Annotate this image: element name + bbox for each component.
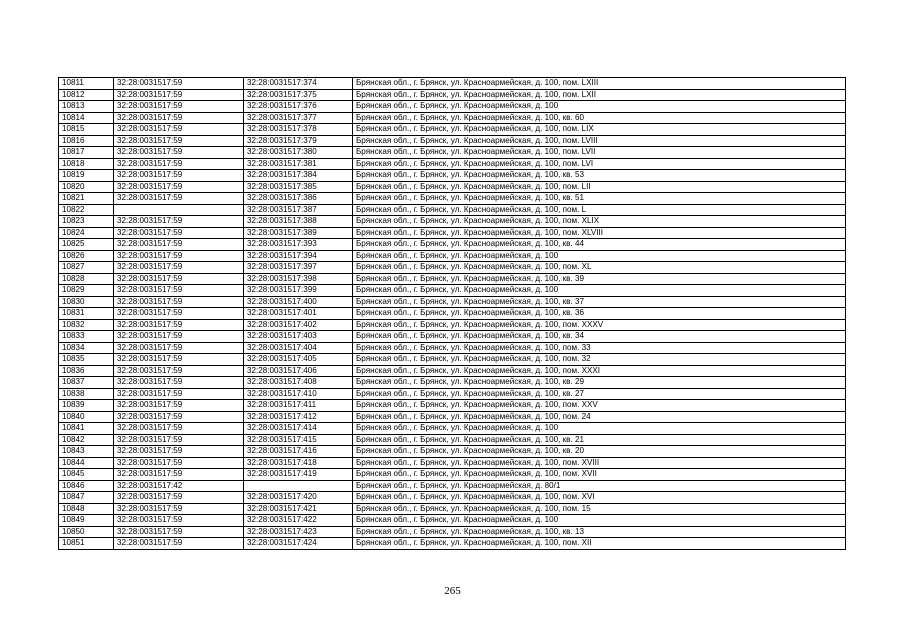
parent-cadastral-cell: 32:28:0031517:59 xyxy=(114,262,244,274)
address-cell: Брянская обл., г. Брянск, ул. Красноармейская, д. 100, кв. 21 xyxy=(353,434,846,446)
address-cell: Брянская обл., г. Брянск, ул. Красноармейская, д. 100, кв. 60 xyxy=(353,112,846,124)
address-cell: Брянская обл., г. Брянск, ул. Красноармейская, д. 100, пом. XXXI xyxy=(353,365,846,377)
address-cell: Брянская обл., г. Брянск, ул. Красноармейская, д. 100, пом. LVIII xyxy=(353,135,846,147)
parent-cadastral-cell: 32:28:0031517:59 xyxy=(114,354,244,366)
row-number-cell: 10815 xyxy=(59,124,114,136)
cadastral-number-cell: 32:28:0031517:378 xyxy=(244,124,353,136)
table-row xyxy=(59,147,846,159)
row-number-cell: 10842 xyxy=(59,434,114,446)
parent-cadastral-cell: 32:28:0031517:59 xyxy=(114,503,244,515)
table-row xyxy=(59,193,846,205)
cadastral-number-cell: 32:28:0031517:408 xyxy=(244,377,353,389)
address-cell: Брянская обл., г. Брянск, ул. Красноармейская, д. 100, кв. 29 xyxy=(353,377,846,389)
cadastral-number-cell: 32:28:0031517:423 xyxy=(244,526,353,538)
cadastral-number-cell: 32:28:0031517:416 xyxy=(244,446,353,458)
row-number-cell: 10821 xyxy=(59,193,114,205)
parent-cadastral-cell: 32:28:0031517:59 xyxy=(114,319,244,331)
address-cell: Брянская обл., г. Брянск, ул. Красноармейская, д. 100, пом. XLIX xyxy=(353,216,846,228)
address-cell: Брянская обл., г. Брянск, ул. Красноармейская, д. 100 xyxy=(353,250,846,262)
row-number-cell: 10835 xyxy=(59,354,114,366)
parent-cadastral-cell: 32:28:0031517:59 xyxy=(114,492,244,504)
table-row xyxy=(59,239,846,251)
parent-cadastral-cell: 32:28:0031517:59 xyxy=(114,170,244,182)
parent-cadastral-cell: 32:28:0031517:59 xyxy=(114,296,244,308)
cadastral-number-cell: 32:28:0031517:420 xyxy=(244,492,353,504)
table-row xyxy=(59,124,846,136)
row-number-cell: 10832 xyxy=(59,319,114,331)
table-row xyxy=(59,170,846,182)
parent-cadastral-cell xyxy=(114,204,244,216)
address-cell: Брянская обл., г. Брянск, ул. Красноармейская, д. 100, пом. XVIII xyxy=(353,457,846,469)
cadastral-number-cell: 32:28:0031517:389 xyxy=(244,227,353,239)
address-cell: Брянская обл., г. Брянск, ул. Красноармейская, д. 100, кв. 20 xyxy=(353,446,846,458)
row-number-cell: 10831 xyxy=(59,308,114,320)
row-number-cell: 10840 xyxy=(59,411,114,423)
address-cell: Брянская обл., г. Брянск, ул. Красноармейская, д. 100, пом. XL xyxy=(353,262,846,274)
address-cell: Брянская обл., г. Брянск, ул. Красноармейская, д. 100 xyxy=(353,423,846,435)
cadastral-number-cell: 32:28:0031517:393 xyxy=(244,239,353,251)
parent-cadastral-cell: 32:28:0031517:59 xyxy=(114,469,244,481)
address-cell: Брянская обл., г. Брянск, ул. Красноармейская, д. 100, кв. 36 xyxy=(353,308,846,320)
row-number-cell: 10849 xyxy=(59,515,114,527)
table-row xyxy=(59,365,846,377)
address-cell: Брянская обл., г. Брянск, ул. Красноармейская, д. 100, пом. L xyxy=(353,204,846,216)
row-number-cell: 10811 xyxy=(59,78,114,90)
table-row xyxy=(59,342,846,354)
row-number-cell: 10830 xyxy=(59,296,114,308)
address-cell: Брянская обл., г. Брянск, ул. Красноармейская, д. 100, кв. 34 xyxy=(353,331,846,343)
row-number-cell: 10816 xyxy=(59,135,114,147)
address-cell: Брянская обл., г. Брянск, ул. Красноармейская, д. 100, пом. 15 xyxy=(353,503,846,515)
parent-cadastral-cell: 32:28:0031517:59 xyxy=(114,377,244,389)
table-row xyxy=(59,480,846,492)
address-cell: Брянская обл., г. Брянск, ул. Красноармейская, д. 100, кв. 13 xyxy=(353,526,846,538)
table-row xyxy=(59,262,846,274)
row-number-cell: 10839 xyxy=(59,400,114,412)
table-row xyxy=(59,181,846,193)
cadastral-number-cell: 32:28:0031517:401 xyxy=(244,308,353,320)
table-row xyxy=(59,434,846,446)
parent-cadastral-cell: 32:28:0031517:42 xyxy=(114,480,244,492)
parent-cadastral-cell: 32:28:0031517:59 xyxy=(114,147,244,159)
row-number-cell: 10828 xyxy=(59,273,114,285)
table-row xyxy=(59,319,846,331)
address-cell: Брянская обл., г. Брянск, ул. Красноармейская, д. 100, кв. 39 xyxy=(353,273,846,285)
address-cell: Брянская обл., г. Брянск, ул. Красноармейская, д. 100 xyxy=(353,101,846,113)
row-number-cell: 10820 xyxy=(59,181,114,193)
cadastral-number-cell: 32:28:0031517:397 xyxy=(244,262,353,274)
row-number-cell: 10847 xyxy=(59,492,114,504)
page-number: 265 xyxy=(444,585,461,597)
table-row xyxy=(59,101,846,113)
address-cell: Брянская обл., г. Брянск, ул. Красноармейская, д. 100, пом. LVII xyxy=(353,147,846,159)
cadastral-number-cell: 32:28:0031517:386 xyxy=(244,193,353,205)
table-row xyxy=(59,227,846,239)
row-number-cell: 10823 xyxy=(59,216,114,228)
table-row xyxy=(59,112,846,124)
address-cell: Брянская обл., г. Брянск, ул. Красноармейская, д. 100, пом. LXIII xyxy=(353,78,846,90)
address-cell: Брянская обл., г. Брянск, ул. Красноармейская, д. 100, пом. LVI xyxy=(353,158,846,170)
cadastral-number-cell: 32:28:0031517:415 xyxy=(244,434,353,446)
row-number-cell: 10833 xyxy=(59,331,114,343)
parent-cadastral-cell: 32:28:0031517:59 xyxy=(114,400,244,412)
address-cell: Брянская обл., г. Брянск, ул. Красноармейская, д. 100, пом. XVI xyxy=(353,492,846,504)
parent-cadastral-cell: 32:28:0031517:59 xyxy=(114,250,244,262)
table-row xyxy=(59,457,846,469)
address-cell: Брянская обл., г. Брянск, ул. Красноармейская, д. 100, пом. XXXV xyxy=(353,319,846,331)
parent-cadastral-cell: 32:28:0031517:59 xyxy=(114,216,244,228)
cadastral-number-cell: 32:28:0031517:405 xyxy=(244,354,353,366)
parent-cadastral-cell: 32:28:0031517:59 xyxy=(114,515,244,527)
table-row xyxy=(59,400,846,412)
row-number-cell: 10817 xyxy=(59,147,114,159)
cadastral-number-cell: 32:28:0031517:424 xyxy=(244,538,353,550)
table-row xyxy=(59,503,846,515)
row-number-cell: 10843 xyxy=(59,446,114,458)
address-cell: Брянская обл., г. Брянск, ул. Красноармейская, д. 100, пом. LIX xyxy=(353,124,846,136)
parent-cadastral-cell: 32:28:0031517:59 xyxy=(114,78,244,90)
address-cell: Брянская обл., г. Брянск, ул. Красноармейская, д. 100, кв. 51 xyxy=(353,193,846,205)
table-row xyxy=(59,89,846,101)
cadastral-number-cell: 32:28:0031517:403 xyxy=(244,331,353,343)
table-row xyxy=(59,158,846,170)
table-row xyxy=(59,526,846,538)
parent-cadastral-cell: 32:28:0031517:59 xyxy=(114,434,244,446)
row-number-cell: 10812 xyxy=(59,89,114,101)
table-row xyxy=(59,135,846,147)
address-cell: Брянская обл., г. Брянск, ул. Красноармейская, д. 100 xyxy=(353,285,846,297)
row-number-cell: 10818 xyxy=(59,158,114,170)
row-number-cell: 10824 xyxy=(59,227,114,239)
address-cell: Брянская обл., г. Брянск, ул. Красноармейская, д. 100, пом. XLVIII xyxy=(353,227,846,239)
parent-cadastral-cell: 32:28:0031517:59 xyxy=(114,89,244,101)
parent-cadastral-cell: 32:28:0031517:59 xyxy=(114,365,244,377)
cadastral-number-cell: 32:28:0031517:377 xyxy=(244,112,353,124)
row-number-cell: 10822 xyxy=(59,204,114,216)
cadastral-number-cell: 32:28:0031517:411 xyxy=(244,400,353,412)
row-number-cell: 10844 xyxy=(59,457,114,469)
parent-cadastral-cell: 32:28:0031517:59 xyxy=(114,331,244,343)
table-row xyxy=(59,515,846,527)
cadastral-number-cell: 32:28:0031517:394 xyxy=(244,250,353,262)
cadastral-number-cell: 32:28:0031517:419 xyxy=(244,469,353,481)
parent-cadastral-cell: 32:28:0031517:59 xyxy=(114,538,244,550)
cadastral-number-cell: 32:28:0031517:418 xyxy=(244,457,353,469)
row-number-cell: 10819 xyxy=(59,170,114,182)
table-row xyxy=(59,308,846,320)
table-row xyxy=(59,296,846,308)
cadastral-number-cell: 32:28:0031517:414 xyxy=(244,423,353,435)
row-number-cell: 10841 xyxy=(59,423,114,435)
cadastral-number-cell: 32:28:0031517:388 xyxy=(244,216,353,228)
cadastral-number-cell: 32:28:0031517:406 xyxy=(244,365,353,377)
row-number-cell: 10836 xyxy=(59,365,114,377)
address-cell: Брянская обл., г. Брянск, ул. Красноармейская, д. 100, пом. LII xyxy=(353,181,846,193)
parent-cadastral-cell: 32:28:0031517:59 xyxy=(114,423,244,435)
cadastral-number-cell: 32:28:0031517:387 xyxy=(244,204,353,216)
parent-cadastral-cell: 32:28:0031517:59 xyxy=(114,158,244,170)
table-row xyxy=(59,411,846,423)
row-number-cell: 10827 xyxy=(59,262,114,274)
address-cell: Брянская обл., г. Брянск, ул. Красноармейская, д. 100, кв. 27 xyxy=(353,388,846,400)
address-cell: Брянская обл., г. Брянск, ул. Красноармейская, д. 100, пом. 32 xyxy=(353,354,846,366)
parent-cadastral-cell: 32:28:0031517:59 xyxy=(114,239,244,251)
parent-cadastral-cell: 32:28:0031517:59 xyxy=(114,181,244,193)
row-number-cell: 10845 xyxy=(59,469,114,481)
address-cell: Брянская обл., г. Брянск, ул. Красноармейская, д. 100, кв. 44 xyxy=(353,239,846,251)
parent-cadastral-cell: 32:28:0031517:59 xyxy=(114,227,244,239)
table-row xyxy=(59,78,846,90)
parent-cadastral-cell: 32:28:0031517:59 xyxy=(114,285,244,297)
cadastral-number-cell: 32:28:0031517:380 xyxy=(244,147,353,159)
row-number-cell: 10826 xyxy=(59,250,114,262)
registry-table xyxy=(58,77,846,550)
address-cell: Брянская обл., г. Брянск, ул. Красноармейская, д. 80/1 xyxy=(353,480,846,492)
cadastral-number-cell: 32:28:0031517:402 xyxy=(244,319,353,331)
cadastral-number-cell: 32:28:0031517:384 xyxy=(244,170,353,182)
address-cell: Брянская обл., г. Брянск, ул. Красноармейская, д. 100, пом. 33 xyxy=(353,342,846,354)
address-cell: Брянская обл., г. Брянск, ул. Красноармейская, д. 100, пом. XXV xyxy=(353,400,846,412)
row-number-cell: 10825 xyxy=(59,239,114,251)
parent-cadastral-cell: 32:28:0031517:59 xyxy=(114,526,244,538)
row-number-cell: 10814 xyxy=(59,112,114,124)
cadastral-number-cell: 32:28:0031517:376 xyxy=(244,101,353,113)
cadastral-number-cell: 32:28:0031517:400 xyxy=(244,296,353,308)
table-row xyxy=(59,388,846,400)
table-row xyxy=(59,331,846,343)
cadastral-number-cell: 32:28:0031517:412 xyxy=(244,411,353,423)
table-row xyxy=(59,377,846,389)
row-number-cell: 10848 xyxy=(59,503,114,515)
parent-cadastral-cell: 32:28:0031517:59 xyxy=(114,112,244,124)
parent-cadastral-cell: 32:28:0031517:59 xyxy=(114,457,244,469)
address-cell: Брянская обл., г. Брянск, ул. Красноармейская, д. 100, пом. XII xyxy=(353,538,846,550)
cadastral-number-cell: 32:28:0031517:374 xyxy=(244,78,353,90)
row-number-cell: 10850 xyxy=(59,526,114,538)
table-row xyxy=(59,285,846,297)
cadastral-number-cell: 32:28:0031517:379 xyxy=(244,135,353,147)
row-number-cell: 10838 xyxy=(59,388,114,400)
table-row xyxy=(59,273,846,285)
cadastral-number-cell: 32:28:0031517:421 xyxy=(244,503,353,515)
cadastral-number-cell xyxy=(244,480,353,492)
parent-cadastral-cell: 32:28:0031517:59 xyxy=(114,388,244,400)
row-number-cell: 10837 xyxy=(59,377,114,389)
table-row xyxy=(59,492,846,504)
registry-table-body xyxy=(59,78,846,550)
row-number-cell: 10846 xyxy=(59,480,114,492)
parent-cadastral-cell: 32:28:0031517:59 xyxy=(114,342,244,354)
cadastral-number-cell: 32:28:0031517:399 xyxy=(244,285,353,297)
cadastral-number-cell: 32:28:0031517:381 xyxy=(244,158,353,170)
address-cell: Брянская обл., г. Брянск, ул. Красноармейская, д. 100, пом. 24 xyxy=(353,411,846,423)
row-number-cell: 10834 xyxy=(59,342,114,354)
parent-cadastral-cell: 32:28:0031517:59 xyxy=(114,308,244,320)
cadastral-number-cell: 32:28:0031517:422 xyxy=(244,515,353,527)
cadastral-number-cell: 32:28:0031517:404 xyxy=(244,342,353,354)
parent-cadastral-cell: 32:28:0031517:59 xyxy=(114,446,244,458)
cadastral-number-cell: 32:28:0031517:375 xyxy=(244,89,353,101)
address-cell: Брянская обл., г. Брянск, ул. Красноармейская, д. 100, кв. 37 xyxy=(353,296,846,308)
table-row xyxy=(59,250,846,262)
address-cell: Брянская обл., г. Брянск, ул. Красноармейская, д. 100, пом. LXII xyxy=(353,89,846,101)
cadastral-number-cell: 32:28:0031517:410 xyxy=(244,388,353,400)
address-cell: Брянская обл., г. Брянск, ул. Красноармейская, д. 100, пом. XVII xyxy=(353,469,846,481)
parent-cadastral-cell: 32:28:0031517:59 xyxy=(114,124,244,136)
row-number-cell: 10851 xyxy=(59,538,114,550)
table-row xyxy=(59,538,846,550)
address-cell: Брянская обл., г. Брянск, ул. Красноармейская, д. 100 xyxy=(353,515,846,527)
row-number-cell: 10829 xyxy=(59,285,114,297)
parent-cadastral-cell: 32:28:0031517:59 xyxy=(114,273,244,285)
parent-cadastral-cell: 32:28:0031517:59 xyxy=(114,135,244,147)
address-cell: Брянская обл., г. Брянск, ул. Красноармейская, д. 100, кв. 53 xyxy=(353,170,846,182)
cadastral-number-cell: 32:28:0031517:398 xyxy=(244,273,353,285)
parent-cadastral-cell: 32:28:0031517:59 xyxy=(114,411,244,423)
table-row xyxy=(59,216,846,228)
table-row xyxy=(59,354,846,366)
parent-cadastral-cell: 32:28:0031517:59 xyxy=(114,101,244,113)
table-row xyxy=(59,446,846,458)
cadastral-number-cell: 32:28:0031517:385 xyxy=(244,181,353,193)
parent-cadastral-cell: 32:28:0031517:59 xyxy=(114,193,244,205)
row-number-cell: 10813 xyxy=(59,101,114,113)
table-row xyxy=(59,204,846,216)
table-row xyxy=(59,469,846,481)
table-row xyxy=(59,423,846,435)
